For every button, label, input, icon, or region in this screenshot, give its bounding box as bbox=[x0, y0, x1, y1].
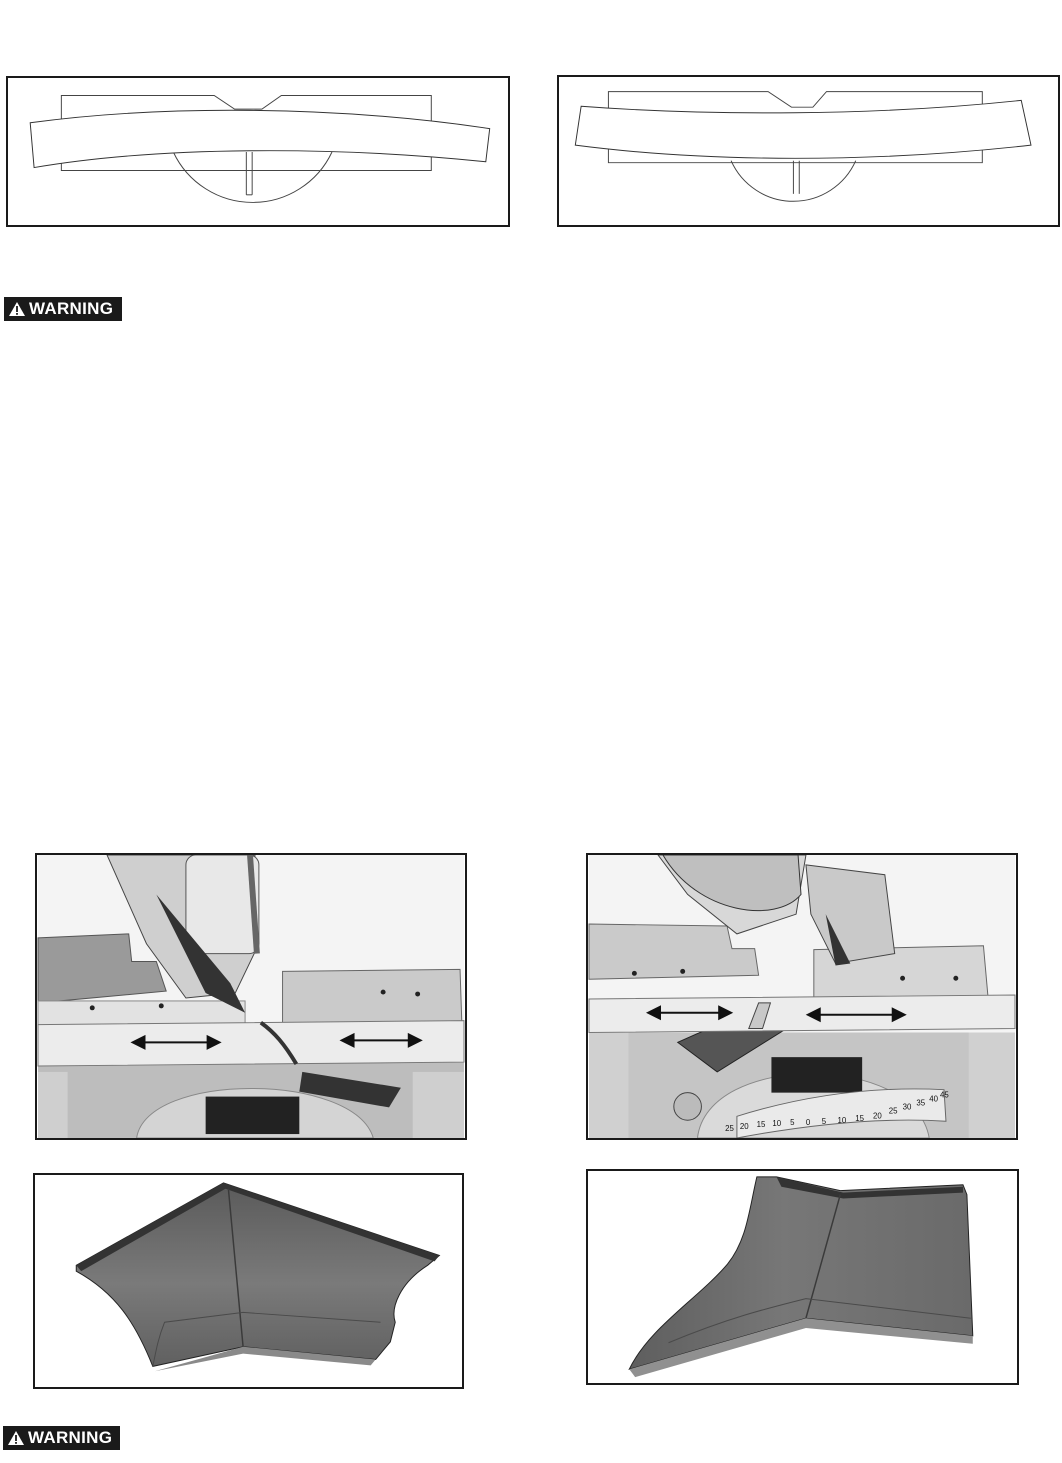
figure-bowed-board-convex bbox=[6, 76, 510, 227]
photo-saw-cutting-left bbox=[35, 853, 467, 1140]
saw-photo-left-illustration bbox=[37, 855, 465, 1138]
warning-triangle-icon bbox=[7, 1430, 25, 1446]
miter-scale-number: 35 bbox=[916, 1098, 926, 1108]
bowed-board-convex-drawing bbox=[8, 78, 508, 225]
miter-scale-number: 20 bbox=[872, 1111, 882, 1121]
figure-crown-molding-outside-corner bbox=[33, 1173, 464, 1389]
photo-saw-cutting-right bbox=[586, 853, 1018, 1140]
miter-scale-number: 15 bbox=[855, 1114, 865, 1124]
miter-scale-number: 15 bbox=[756, 1120, 766, 1130]
miter-scale-number: 25 bbox=[888, 1106, 898, 1116]
miter-scale-number: 45 bbox=[940, 1090, 949, 1100]
miter-scale-number: 30 bbox=[902, 1102, 912, 1112]
miter-scale-number: 5 bbox=[790, 1118, 795, 1128]
crown-molding-outside-corner-drawing bbox=[35, 1175, 462, 1387]
crown-molding-inside-corner-drawing bbox=[588, 1171, 1017, 1383]
miter-scale-number: 10 bbox=[837, 1116, 847, 1126]
miter-scale-number: 40 bbox=[929, 1094, 938, 1104]
figure-bowed-board-concave bbox=[557, 75, 1060, 227]
warning-triangle-icon bbox=[8, 301, 26, 317]
miter-scale-number: 10 bbox=[772, 1119, 782, 1129]
warning-label-text: WARNING bbox=[28, 1428, 113, 1447]
miter-scale-number: 25 bbox=[725, 1124, 734, 1134]
miter-scale-number: 0 bbox=[805, 1118, 811, 1128]
miter-scale-number: 20 bbox=[739, 1122, 749, 1132]
figure-crown-molding-inside-corner bbox=[586, 1169, 1019, 1385]
warning-label bbox=[4, 297, 122, 321]
bowed-board-concave-drawing bbox=[559, 77, 1058, 225]
saw-photo-right-illustration bbox=[588, 855, 1016, 1138]
miter-scale-number: 5 bbox=[821, 1117, 827, 1127]
warning-label bbox=[3, 1426, 120, 1450]
warning-label-text: WARNING bbox=[29, 299, 114, 318]
